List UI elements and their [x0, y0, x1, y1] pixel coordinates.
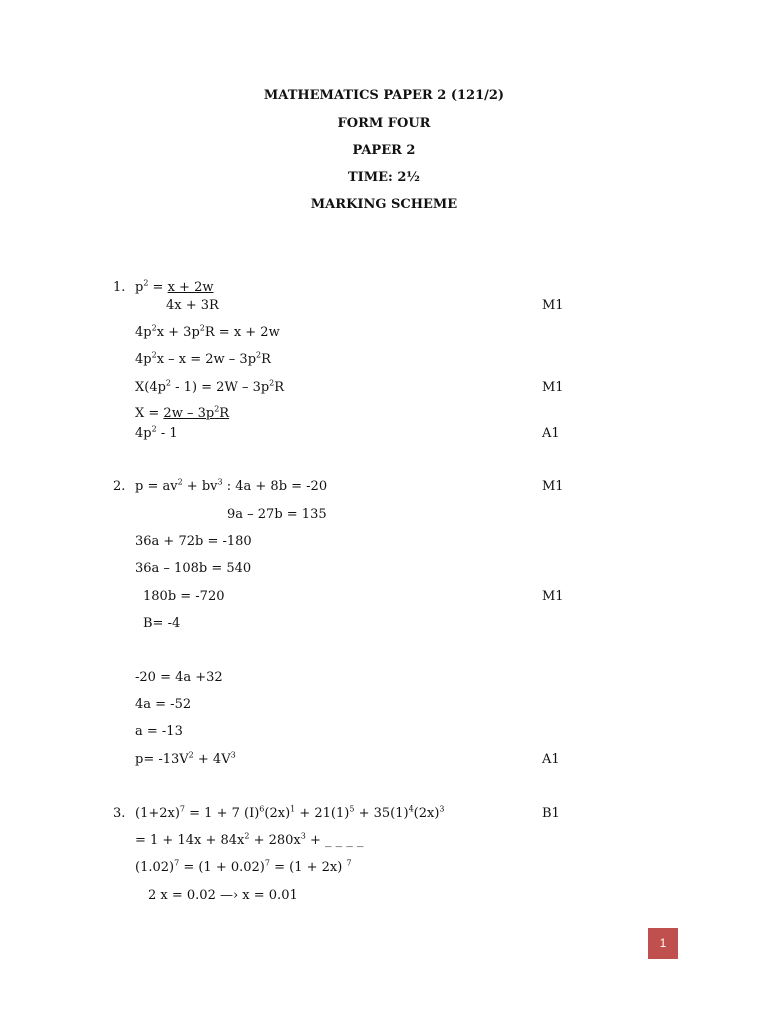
q1-mark-1: M1 — [542, 298, 564, 313]
q3-line-3: $(1.02)^7 = (1 + 0.02)^7 = (1 + 2x)$ $^7$ — [135, 858, 352, 875]
title-line-4: TIME: 2½ — [348, 170, 420, 185]
q2-mark-3: A1 — [542, 752, 560, 767]
q2-line-4: 36a – 108b = 540 — [135, 561, 252, 576]
q3-mark-1: B1 — [542, 806, 560, 821]
q2-mark-2: M1 — [542, 589, 564, 604]
q3-number: 3. — [113, 806, 126, 821]
title-line-1: MATHEMATICS PAPER 2 (121/2) — [263, 88, 505, 103]
q2-line-10: $p= -13V^2 + 4V^3$ — [135, 750, 236, 767]
q1-mark-2: M1 — [542, 380, 564, 395]
q3-line-1: $(1+2x)^7 = 1 + 7$ $(I)^6(2x)^1 + 21(1)^5 + 35(1)^4(2x)^3$ — [135, 804, 445, 821]
q1-mark-3: A1 — [542, 426, 560, 441]
q2-line-6: B= -4 — [143, 616, 181, 631]
q2-line-1: $p = av^2 + bv^3$ : 4a + 8b = -20 — [135, 477, 328, 494]
q2-mark-1: M1 — [542, 479, 564, 494]
q1-number: 1. — [113, 280, 126, 295]
q1-line-2: 4x + 3R — [166, 298, 219, 313]
q2-line-3: 36a + 72b = -180 — [135, 534, 252, 549]
q1-line-3: $4p^2x + 3p^2R = x + 2w$ — [135, 323, 280, 340]
q1-line-1: $p^2 = x + 2w$ — [135, 278, 214, 295]
q3-line-2: = $1 + 14x + 84x^2 + 280x^3$ + _ _ _ _ — [135, 831, 364, 848]
q2-number: 2. — [113, 479, 126, 494]
q2-line-2: 9a – 27b = 135 — [227, 507, 327, 522]
q3-line-4: 2 x = 0.02 —› x = 0.01 — [148, 888, 298, 903]
page-number-badge: 1 — [648, 928, 678, 959]
q2-line-8: 4a = -52 — [135, 697, 192, 712]
title-line-2: FORM FOUR — [337, 116, 431, 131]
title-line-5: MARKING SCHEME — [310, 197, 458, 212]
title-line-3: PAPER 2 — [352, 143, 416, 158]
q2-line-5: 180b = -720 — [143, 589, 225, 604]
q2-line-7: -20 = 4a +32 — [135, 670, 223, 685]
q2-line-9: a = -13 — [135, 724, 183, 739]
q1-line-4: $4p^2x - x = 2w - 3p^2R$ — [135, 350, 271, 367]
q1-line-6: $X = 2w - 3p^2R$ — [135, 404, 230, 421]
q1-line-7: $4p^2 - 1$ — [135, 424, 178, 441]
q1-line-5: $X(4p^2 - 1) = 2W - 3p^2R$ — [135, 378, 285, 395]
